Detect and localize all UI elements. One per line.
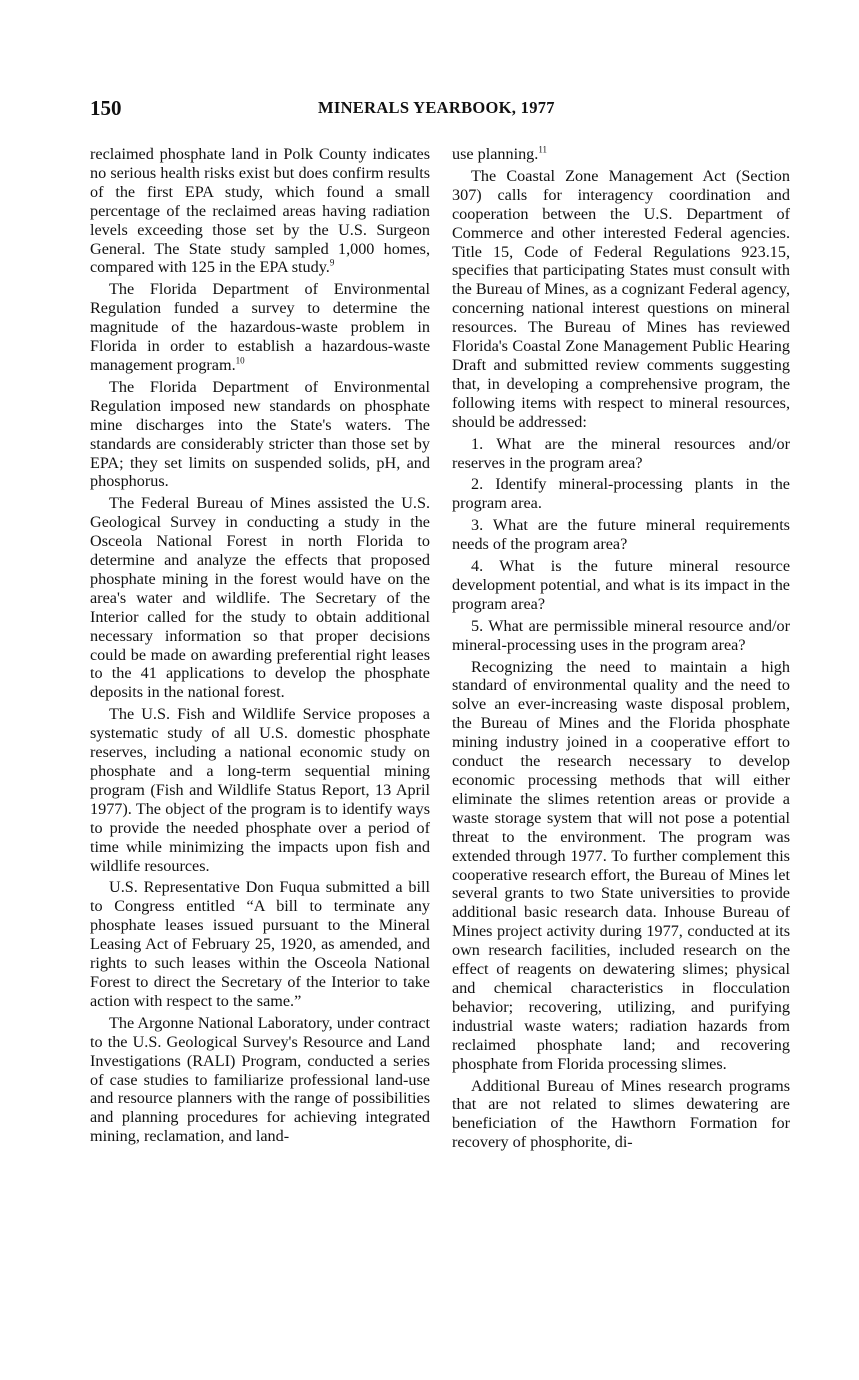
paragraph-text: The U.S. Fish and Wildlife Service proposes a systematic study of all U.S. domestic phosphate reserves, including a national economic study on phosphate and a long-term sequential mining program (Fish and Wildlife Status Report, 13 April 1977). The object of the program is to identify ways to provide the needed phosphate over a period of time while minimizing the impacts upon fish and wildlife resources. [90,705,430,875]
paragraph [90,878,430,1010]
paragraph [452,516,790,554]
paragraph-text: Additional Bureau of Mines research programs that are not related to slimes dewatering are beneficiation of the Hawthorn Formation for recovery of phosphorite, di- [452,1076,790,1152]
running-title: MINERALS YEARBOOK, 1977 [318,98,555,117]
paragraph [90,378,430,491]
footnote-reference: 11 [538,144,547,155]
paragraph [90,705,430,875]
paragraph [452,145,790,164]
paragraph [452,658,790,1074]
paragraph [90,494,430,702]
paragraph-text: The Coastal Zone Management Act (Section 307) calls for interagency coordination and cooperation between the U.S. Department of Commerce and other interested Federal agencies. Title 15, Code of Federal Regulations 923.15, specifies that participating States must consult with the Bureau of Mines, as a cognizant Federal agency, concerning national interest questions on mineral resources. The Bureau of Mines has reviewed Florida's Coastal Zone Management Public Hearing Draft and submitted review comments suggesting that, in developing a comprehensive program, the following items with respect to mineral resources, should be addressed: [452,166,790,431]
paragraph [452,435,790,473]
paragraph-text: 1. What are the mineral resources and/or reserves in the program area? [452,434,790,472]
paragraph-text: 5. What are permissible mineral resource and/or mineral-processing uses in the program area? [452,616,790,654]
paragraph [90,145,430,277]
paragraph-text: reclaimed phosphate land in Polk County indicates no serious health risks exist but does confirm results of the first EPA study, which found a small percentage of the reclaimed areas having radiation levels exceeding those set by the U.S. Surgeon General. The State study sampled 1,000 homes, compared with 125 in the EPA study. [90,145,430,277]
paragraph-text: Recognizing the need to maintain a high standard of environmental quality and the need to solve an ever-increasing waste disposal problem, the Bureau of Mines and the Florida phosphate mining industry joined in a cooperative effort to conduct the research necessary to develop economic processing methods that will either eliminate the slimes retention areas or provide a waste storage system that will not pose a potential threat to the environment. The program was extended through 1977. To further complement this cooperative research effort, the Bureau of Mines let several grants to two State universities to provide additional basic research data. Inhouse Bureau of Mines project activity during 1977, conducted at its own research facilities, included research on the effect of reagents on dewatering slimes; physical and chemical characteristics in flocculation behavior; recovering, utilizing, and purifying industrial waste waters; radiation hazards from reclaimed phosphate land; and recovering phosphate from Florida processing slimes. [452,657,790,1073]
paragraph [90,280,430,375]
paragraph [452,167,790,432]
paragraph-text: 3. What are the future mineral requirements needs of the program area? [452,516,790,554]
paragraph-text: The Florida Department of Environmental Regulation funded a survey to determine the magnitude of the hazardous-waste problem in Florida in order to establish a hazardous-waste management program. [90,280,430,374]
right-text-column [452,145,790,1155]
paragraph-text: The Florida Department of Environmental Regulation imposed new standards on phosphate mine discharges into the State's waters. The standards are considerably stricter than those set by EPA; they set limits on suspended solids, pH, and phosphorus. [90,377,430,491]
page-number: 150 [90,96,122,120]
paragraph [452,1077,790,1153]
paragraph-text: use planning. [452,145,539,163]
paragraph-text: 4. What is the future mineral resource development potential, and what is its impact in the program area? [452,557,790,613]
page-header [90,96,790,126]
footnote-reference: 9 [329,258,335,269]
left-text-column [90,145,430,1149]
paragraph-text: 2. Identify mineral-processing plants in the program area. [452,475,790,513]
paragraph [452,617,790,655]
paragraph [452,475,790,513]
paragraph-text: The Argonne National Laboratory, under contract to the U.S. Geological Survey's Resource and Land Investigations (RALI) Program, conducted a series of case studies to familiarize professional land-use and resource planners with the range of possibilities and planning procedures for achieving integrated mining, reclamation, and land- [90,1013,430,1146]
paragraph-text: U.S. Representative Don Fuqua submitted a bill to Congress entitled “A bill to terminate any phosphate leases issued pursuant to the Mineral Leasing Act of February 25, 1920, as amended, and rights to such leases within the Osceola National Forest to direct the Secretary of the Interior to take action with respect to the same.” [90,878,430,1010]
paragraph-text: The Federal Bureau of Mines assisted the U.S. Geological Survey in conducting a study in the Osceola National Forest in north Florida to determine and analyze the effects that proposed phosphate mining in the forest would have on the area's water and wildlife. The Secretary of the Interior called for the study to obtain additional necessary information so that proper decisions could be made on awarding preferential right leases to the 41 applications to develop the phosphate deposits in the national forest. [90,494,430,702]
paragraph [452,557,790,614]
paragraph [90,1014,430,1146]
footnote-reference: 10 [235,355,245,366]
